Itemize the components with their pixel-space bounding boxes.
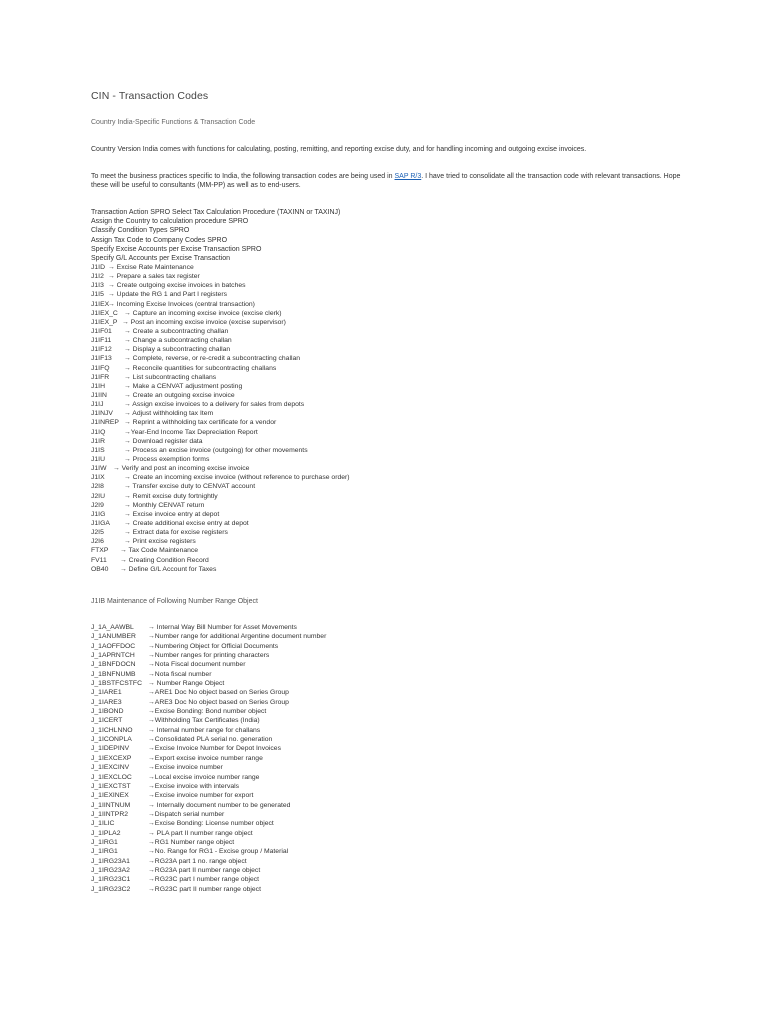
transaction-code-row xyxy=(91,565,217,574)
number-range-object: J_1IRG23C1 xyxy=(91,876,131,884)
transaction-code-row xyxy=(91,418,277,427)
transaction-description: → Prepare a sales tax register xyxy=(108,273,200,281)
transaction-description: → Assign excise invoices to a delivery for sales from depots xyxy=(124,401,305,409)
number-range-row xyxy=(91,791,254,800)
paragraph-text-after: . I have tried to consolidate all the transaction code with relevant transactions. Hope these will be useful to consultants (MM-PP) as well as to end-users. xyxy=(91,173,681,190)
transaction-code-row xyxy=(91,309,282,318)
transaction-code-row xyxy=(91,428,258,437)
transaction-description: → Create an outgoing excise invoice xyxy=(124,391,235,399)
number-range-row xyxy=(91,810,225,819)
config-step-line: Classify Condition Types SPRO xyxy=(91,227,190,235)
number-range-row xyxy=(91,726,261,735)
number-range-row xyxy=(91,801,291,810)
transaction-code-row xyxy=(91,510,220,519)
config-steps-list xyxy=(91,208,340,263)
number-range-object: J_1IEXCINV xyxy=(91,764,130,772)
transaction-description: → Tax Code Maintenance xyxy=(120,547,199,555)
number-range-description: →Number ranges for printing characters xyxy=(148,652,270,660)
transaction-code-row xyxy=(91,437,203,446)
number-range-row xyxy=(91,875,260,884)
transaction-code: FV11 xyxy=(91,556,107,564)
transaction-code-row xyxy=(91,318,286,327)
number-range-description: →Nota Fiscal document number xyxy=(148,661,246,669)
transaction-code-row xyxy=(91,546,199,555)
transaction-code-row xyxy=(91,300,255,309)
page-title: CIN - Transaction Codes xyxy=(91,90,209,102)
number-range-object: J_1IEXINEX xyxy=(91,792,129,800)
transaction-code: J2I5 xyxy=(91,529,104,537)
number-range-object: J_1ICHLNNO xyxy=(91,726,133,734)
transaction-description: → Create additional excise entry at depot xyxy=(124,519,249,527)
transaction-code-row xyxy=(91,492,218,501)
transaction-description: → Update the RG 1 and Part I registers xyxy=(108,291,228,299)
transaction-code-row xyxy=(91,455,210,464)
number-range-description: →Excise invoice with intervals xyxy=(148,782,240,790)
transaction-code-row xyxy=(91,364,277,373)
transaction-code: J1IEX_P xyxy=(91,318,118,326)
number-range-description: →Excise Bonding: Bond number object xyxy=(148,708,267,716)
number-range-row xyxy=(91,866,261,875)
number-range-object: J_1A_AAWBL xyxy=(91,624,134,631)
number-range-description: → Internal Way Bill Number for Asset Movements xyxy=(148,624,297,631)
transaction-code-row xyxy=(91,354,301,363)
transaction-code: J1INJV xyxy=(91,410,113,418)
transaction-code-row xyxy=(91,263,194,272)
number-range-description: →Dispatch serial number xyxy=(148,810,225,818)
number-range-object: J_1BSTFCSTFC xyxy=(91,680,142,688)
transaction-code-row xyxy=(91,501,205,510)
transaction-code: J1IEX xyxy=(91,300,110,308)
config-step-line: Specify G/L Accounts per Excise Transaction xyxy=(91,254,231,262)
transaction-code: J2I6 xyxy=(91,538,104,546)
transaction-code-row xyxy=(91,327,229,336)
number-range-object: J_1IEXCEXP xyxy=(91,754,132,762)
number-range-object: J_1IEXCLOC xyxy=(91,773,132,781)
number-range-object: J_1ICERT xyxy=(91,717,123,725)
number-range-description: →RG23C part I number range object xyxy=(148,876,260,884)
transaction-code-row xyxy=(91,382,243,391)
number-range-object: J_1IRG23A1 xyxy=(91,857,130,865)
number-range-object: J_1IDEPINV xyxy=(91,745,130,753)
number-range-description: →ARE1 Doc No object based on Series Group xyxy=(148,689,289,697)
number-range-row xyxy=(91,819,274,828)
transaction-code: J1IEX_C xyxy=(91,309,118,317)
number-range-object: J_1IRG23C2 xyxy=(91,885,131,893)
transaction-code: J1IFR xyxy=(91,373,110,381)
number-range-object: J_1IRG23A2 xyxy=(91,866,130,874)
transaction-description: → Reconcile quantities for subcontracting challans xyxy=(124,364,277,372)
number-range-object: J_1BNFDOCN xyxy=(91,661,136,669)
transaction-code: OB40 xyxy=(91,565,109,573)
number-range-object: J_1IINTPR2 xyxy=(91,810,129,818)
config-step-line: Assign Tax Code to Company Codes SPRO xyxy=(91,236,228,244)
transaction-code: J1IFQ xyxy=(91,364,110,372)
number-range-row xyxy=(91,847,289,856)
number-range-row xyxy=(91,688,289,697)
transaction-description: → Complete, reverse, or re-credit a subcontracting challan xyxy=(124,355,301,363)
number-range-description: →Nota fiscal number xyxy=(148,670,212,678)
transaction-code: J1IQ xyxy=(91,428,106,436)
transaction-code-row xyxy=(91,464,250,473)
number-range-description: →Consolidated PLA serial no. generation xyxy=(148,736,273,744)
intro-paragraph: Country Version India comes with functions for calculating, posting, remitting, and reporting excise duty, and for handling incoming and outgoing excise invoices. xyxy=(91,146,587,153)
number-range-description: →No. Range for RG1 - Excise group / Material xyxy=(148,848,289,856)
number-range-object: J_1IEXCTST xyxy=(91,782,131,790)
transaction-description: → Transfer excise duty to CENVAT account xyxy=(124,483,256,491)
number-range-list xyxy=(91,623,327,894)
number-range-row xyxy=(91,735,273,744)
transaction-description: →Year-End Income Tax Depreciation Report xyxy=(124,428,258,436)
transaction-code-row xyxy=(91,345,231,354)
number-range-object: J_1IRG1 xyxy=(91,848,118,856)
number-range-row xyxy=(91,698,289,707)
number-range-row xyxy=(91,660,246,669)
transaction-code: J2IU xyxy=(91,492,105,500)
number-range-row xyxy=(91,782,240,791)
number-range-object: J_1APRNTCH xyxy=(91,652,135,660)
transaction-code: J1ID xyxy=(91,264,105,271)
config-step-line: Assign the Country to calculation procedure SPRO xyxy=(91,218,249,226)
transaction-code-row xyxy=(91,519,249,528)
transaction-description: → Excise Rate Maintenance xyxy=(108,264,194,271)
transaction-description: → Download register data xyxy=(124,437,203,445)
number-range-object: J_1ICONPLA xyxy=(91,736,132,744)
number-range-description: →Number range for additional Argentine document number xyxy=(148,633,327,641)
number-range-description: →RG23A part 1 no. range object xyxy=(148,857,247,865)
transaction-description: → Create an incoming excise invoice (without reference to purchase order) xyxy=(124,474,350,482)
number-range-object: J_1IINTNUM xyxy=(91,801,131,809)
number-range-description: →ARE3 Doc No object based on Series Group xyxy=(148,698,289,706)
number-range-row xyxy=(91,670,212,679)
sap-r3-link[interactable]: SAP R/3 xyxy=(394,173,422,180)
number-range-object: J_1IBOND xyxy=(91,708,124,716)
transaction-code-row xyxy=(91,336,232,345)
number-range-row xyxy=(91,829,253,838)
number-range-object: J_1ILIC xyxy=(91,820,115,828)
number-range-row xyxy=(91,885,261,894)
transaction-code: J1IR xyxy=(91,437,105,445)
transaction-code: J1IIN xyxy=(91,391,107,399)
number-range-description: →Export excise invoice number range xyxy=(148,754,263,762)
transaction-code: J1IX xyxy=(91,474,105,482)
number-range-object: J_1IPLA2 xyxy=(91,829,121,837)
transaction-code: J1I5 xyxy=(91,291,104,299)
transaction-code-row xyxy=(91,409,214,418)
transaction-description: → Make a CENVAT adjustment posting xyxy=(124,382,243,390)
transaction-description: → Verify and post an incoming excise invoice xyxy=(113,465,250,473)
transaction-description: → Define G/L Account for Taxes xyxy=(120,565,217,573)
transaction-description: → Extract data for excise registers xyxy=(124,529,228,537)
transaction-code: J2I9 xyxy=(91,501,104,509)
transaction-code: J1IGA xyxy=(91,519,110,527)
number-range-row xyxy=(91,744,281,753)
section-title: J1IB Maintenance of Following Number Range Object xyxy=(91,598,258,605)
transaction-description: → List subcontracting challans xyxy=(124,373,217,381)
number-range-row xyxy=(91,857,247,866)
number-range-object: J_1IARE3 xyxy=(91,698,122,706)
transaction-code-row xyxy=(91,400,305,409)
number-range-description: → Internal number range for challans xyxy=(148,726,261,734)
transaction-code-row xyxy=(91,473,350,482)
transaction-description: → Create outgoing excise invoices in batches xyxy=(108,282,246,290)
transaction-description: → Excise invoice entry at depot xyxy=(124,510,220,518)
transaction-code: J2I8 xyxy=(91,483,104,491)
page-subtitle: Country India-Specific Functions & Transaction Code xyxy=(91,119,256,126)
transaction-description: → Incoming Excise Invoices (central transaction) xyxy=(108,300,255,308)
number-range-row xyxy=(91,773,260,782)
number-range-description: →RG23C part II number range object xyxy=(148,885,261,893)
number-range-description: → Internally document number to be generated xyxy=(148,801,291,809)
number-range-row xyxy=(91,707,267,716)
number-range-row xyxy=(91,679,225,688)
config-step-line: Specify Excise Accounts per Excise Transaction SPRO xyxy=(91,245,262,253)
transaction-description: → Display a subcontracting challan xyxy=(124,346,231,354)
transaction-code: J1IG xyxy=(91,510,106,518)
transaction-description: → Adjust withholding tax Item xyxy=(124,410,214,418)
transaction-description: → Remit excise duty fortnightly xyxy=(124,492,218,500)
transaction-code-row xyxy=(91,528,228,537)
number-range-object: J_1ANUMBER xyxy=(91,633,136,641)
transaction-code-row xyxy=(91,373,217,382)
transaction-code: J1INREP xyxy=(91,419,119,427)
number-range-row xyxy=(91,632,327,641)
transaction-description: → Process an excise invoice (outgoing) for other movements xyxy=(124,446,308,454)
transaction-code-row xyxy=(91,482,256,491)
number-range-description: →Withholding Tax Certificates (India) xyxy=(148,717,260,725)
number-range-description: →Excise invoice number xyxy=(148,764,223,772)
number-range-description: →Numbering Object for Official Documents xyxy=(148,642,279,650)
number-range-object: J_1BNFNUMB xyxy=(91,670,136,678)
number-range-description: →RG1 Number range object xyxy=(148,838,235,846)
transaction-description: → Process exemption forms xyxy=(124,455,210,463)
transaction-codes-list xyxy=(91,263,350,574)
transaction-code-row xyxy=(91,290,228,299)
transaction-code: J1IJ xyxy=(91,401,104,409)
config-step-line: Transaction Action SPRO Select Tax Calculation Procedure (TAXINN or TAXINJ) xyxy=(91,209,341,216)
transaction-description: → Print excise registers xyxy=(124,538,196,546)
number-range-description: → Number Range Object xyxy=(148,680,225,688)
number-range-object: J_1IRG1 xyxy=(91,838,118,846)
transaction-description: → Create a subcontracting challan xyxy=(124,327,229,335)
transaction-code: J1I2 xyxy=(91,273,104,281)
number-range-description: →Excise Bonding: License number object xyxy=(148,820,274,828)
transaction-code: J1IF12 xyxy=(91,346,112,354)
paragraph-text-before: To meet the business practices specific to India, the following transaction codes are being used in xyxy=(91,173,395,180)
transaction-code: J1IF11 xyxy=(91,337,112,345)
transaction-code: J1IH xyxy=(91,382,105,390)
number-range-description: →Excise Invoice Number for Depot Invoices xyxy=(148,745,281,753)
number-range-description: → PLA part II number range object xyxy=(148,829,253,837)
transaction-description: → Change a subcontracting challan xyxy=(124,337,232,345)
number-range-object: J_1AOFFDOC xyxy=(91,642,136,650)
number-range-row xyxy=(91,716,260,725)
number-range-row xyxy=(91,642,279,651)
transaction-code: J1IF01 xyxy=(91,327,112,335)
transaction-description: → Monthly CENVAT return xyxy=(124,501,205,509)
transaction-code: J1I3 xyxy=(91,282,104,290)
transaction-code: J1IF13 xyxy=(91,355,112,363)
transaction-code-row xyxy=(91,281,246,290)
transaction-code-row xyxy=(91,446,308,455)
transaction-description: → Reprint a withholding tax certificate for a vendor xyxy=(124,419,277,427)
transaction-code-row xyxy=(91,556,209,565)
number-range-row xyxy=(91,623,297,632)
transaction-code: J1IS xyxy=(91,446,105,454)
description-paragraph xyxy=(91,172,691,190)
number-range-description: →Local excise invoice number range xyxy=(148,773,260,781)
number-range-row xyxy=(91,651,270,660)
transaction-code: FTXP xyxy=(91,547,109,555)
number-range-object: J_1IARE1 xyxy=(91,689,122,697)
number-range-description: →Excise invoice number for export xyxy=(148,792,254,800)
number-range-row xyxy=(91,763,223,772)
number-range-row xyxy=(91,838,235,847)
transaction-code-row xyxy=(91,272,200,281)
transaction-description: → Creating Condition Record xyxy=(120,556,209,564)
transaction-description: → Post an incoming excise invoice (excise supervisor) xyxy=(122,318,286,326)
transaction-code: J1IU xyxy=(91,455,105,463)
transaction-code: J1IW xyxy=(91,465,107,473)
number-range-row xyxy=(91,754,263,763)
transaction-code-row xyxy=(91,391,235,400)
number-range-description: →RG23A part II number range object xyxy=(148,866,261,874)
transaction-description: → Capture an incoming excise invoice (excise clerk) xyxy=(124,309,282,317)
transaction-code-row xyxy=(91,537,196,546)
